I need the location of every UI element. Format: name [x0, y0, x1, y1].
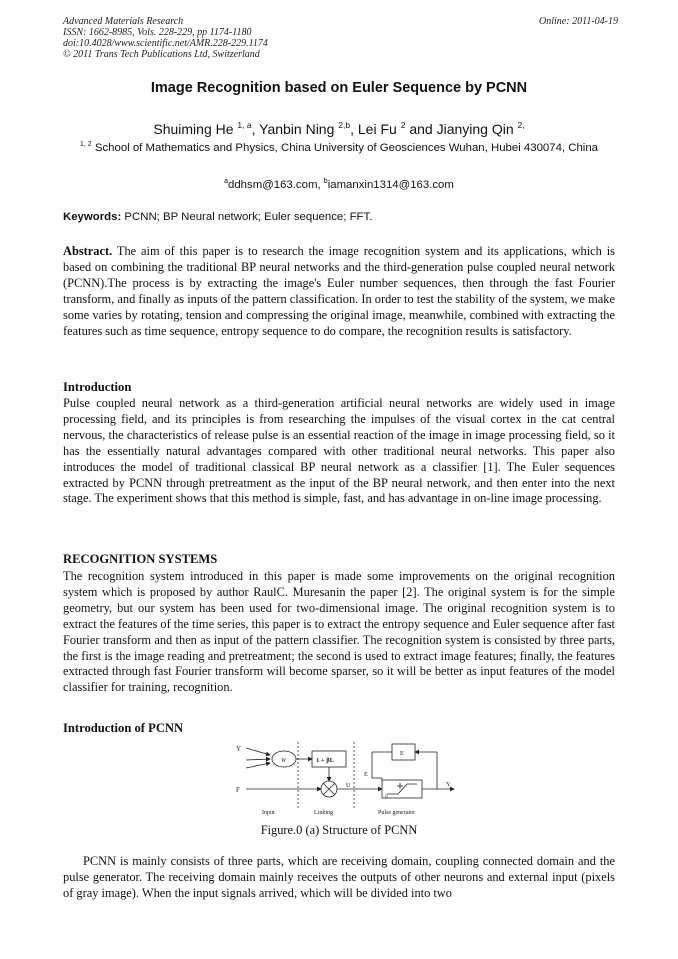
- figure-label-zero: 0: [385, 795, 388, 800]
- author-affil-mark: 2: [400, 120, 406, 130]
- keywords-text: PCNN; BP Neural network; Euler sequence; FFT.: [124, 211, 373, 223]
- online-date: Online: 2011-04-19: [539, 16, 618, 27]
- paper-title: Image Recognition based on Euler Sequence by PCNN: [150, 80, 528, 96]
- author-emails: [63, 174, 615, 193]
- figure-caption: Figure.0 (a) Structure of PCNN: [260, 823, 418, 837]
- email-b[interactable]: iamanxin1314@163.com: [327, 179, 454, 191]
- author-separator: ,: [350, 121, 354, 137]
- introduction-paragraph: Pulse coupled neural network as a third-generation artificial neural networks are widely used in image processing field, and its principles is from researching the impulses of the visual cortex in the cat central nervous, the characteristics of release pulse is an essential reaction of the image in image processing field, so it has the essentially natural advantages compared with other traditional neural networks. This paper also introduces the model of traditional classical BP neural network as a classifier [1]. The Euler sequences extracted by PCNN through pretreatment as the input of the BP neural network, and then enter into the next stage. The experiment shows that this method is simple, fast, and has advantage in on-line image processing.: [63, 396, 615, 506]
- pcnn-diagram: [232, 738, 464, 818]
- figure-label-w: W: [281, 758, 286, 764]
- author-separator: and: [405, 121, 433, 137]
- figure-label-u: U: [346, 782, 351, 789]
- journal-header: [63, 16, 618, 60]
- issn-line: ISSN: 1662-8985, Vols. 228-229, pp 1174-1180: [63, 27, 252, 38]
- abstract-label: Abstract.: [63, 244, 113, 258]
- section-heading-introduction: Introduction: [63, 380, 132, 394]
- section-heading-recognition: RECOGNITION SYSTEMS: [63, 552, 218, 566]
- figure-label-e-box: E: [400, 750, 404, 757]
- author-name: Shuiming He: [153, 121, 234, 137]
- figure-label-input: Input: [262, 810, 275, 816]
- abstract-text: The aim of this paper is to research the image recognition system and its applications, which is based on combining the traditional BP neural networks and the third-generation pulse coupled neural network (PCNN).The process is by extracting the image's Euler number sequences, then through the fast Fourier transform, and finally as inputs of the pattern classification. In order to test the stability of the system, we make some varies by rotating, tension and compressing the original image, meanwhile, combined with extracting the features such as time sequence, entropy sequence to do compare, the recognition results is satisfactory.: [63, 244, 615, 338]
- author-affil-mark: 2,b: [338, 120, 351, 130]
- author-separator: ,: [251, 121, 256, 137]
- figure-label-e-line: E: [364, 771, 368, 778]
- keywords: [63, 210, 615, 225]
- copyright-line: © 2011 Trans Tech Publications Ltd, Switzerland: [63, 49, 260, 60]
- section-heading-pcnn: Introduction of PCNN: [63, 721, 184, 735]
- author-list: [63, 116, 615, 138]
- abstract: [63, 244, 615, 339]
- author-name: Jianying Qin: [436, 121, 514, 137]
- doi-line[interactable]: doi:10.4028/www.scientific.net/AMR.228-229.1174: [63, 38, 268, 49]
- figure-label-linking: Linking: [314, 810, 333, 816]
- email-a[interactable]: ddhsm@163.com,: [228, 179, 321, 191]
- recognition-paragraph: The recognition system introduced in this paper is made some improvements on the original recognition system which is proposed by author RaulC. Muresanin the paper [2]. The original system is for the simple geometry, but our system has been used for two-dimensional image. The original recognition system is to extract the features of the time series, this paper is to extract the entropy sequence and Euler sequence after fast Fourier transform and then as input of the pattern classifier. The recognition system is consisted by three parts, the first is the image reading and pretreatment; the second is used to extract image features; finally, the features extracted through fast Fourier transform will become sparser, so it will be better as input features of the model classifier for training, recognition.: [63, 569, 615, 695]
- affiliation-text: School of Mathematics and Physics, China University of Geosciences Wuhan, Hubei 430074, China: [94, 142, 598, 154]
- pcnn-structure-figure: [232, 738, 464, 818]
- figure-label-pulse-generator: Pulse generator: [378, 810, 416, 816]
- email-mark-b: b: [323, 178, 328, 185]
- author-name: Yanbin Ning: [259, 121, 335, 137]
- figure-label-y-in: Y: [236, 745, 242, 753]
- author-affil-mark: 2,: [517, 120, 525, 130]
- affiliation-mark: 1, 2: [80, 141, 92, 148]
- figure-label-y-out: Y: [446, 781, 451, 788]
- keywords-label: Keywords:: [63, 211, 122, 223]
- journal-name: Advanced Materials Research: [63, 16, 184, 27]
- figure-label-linking-gain: 1 + βL: [316, 757, 334, 764]
- figure-label-f-in: F: [236, 786, 240, 794]
- author-name: Lei Fu: [357, 121, 397, 137]
- pcnn-paragraph: PCNN is mainly consists of three parts, which are receiving domain, coupling connected domain and the pulse generator. The receiving domain mainly receives the outputs of other neurons and external input (pixels of gray image). When the input signals arrived, which will be divided into two: [63, 854, 615, 900]
- author-affil-mark: 1, a: [237, 120, 252, 130]
- affiliation: [63, 137, 615, 156]
- email-mark-a: a: [224, 178, 229, 185]
